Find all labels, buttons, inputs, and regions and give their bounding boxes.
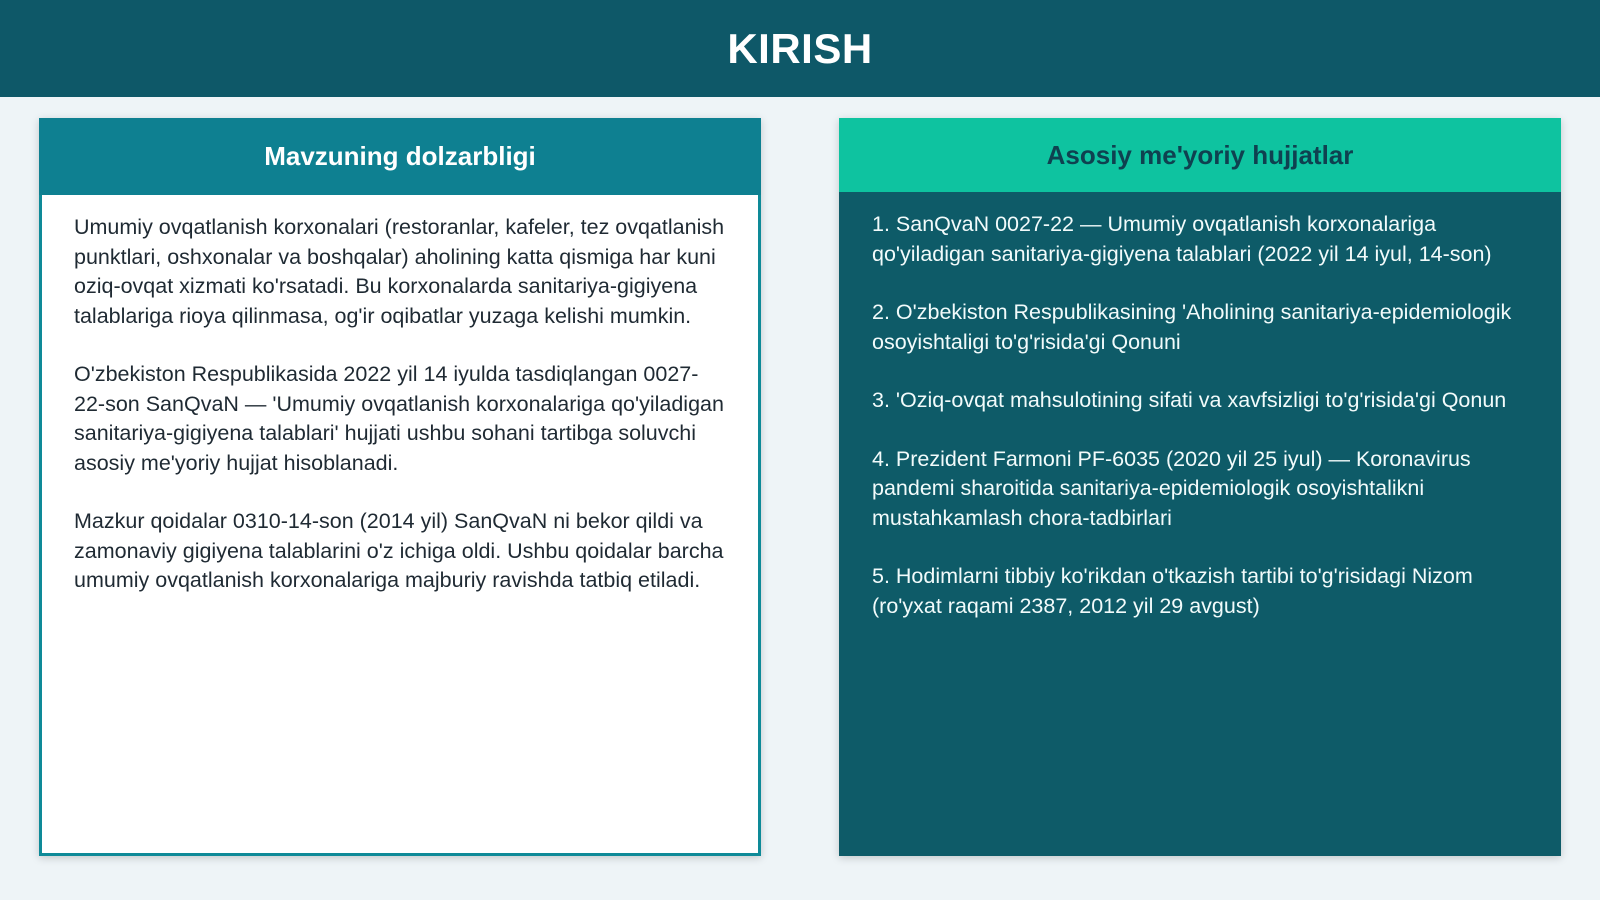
slide-title: KIRISH [727, 24, 873, 72]
regulations-list [839, 192, 1561, 621]
relevance-panel-body [42, 195, 758, 596]
slide-header [0, 0, 1600, 97]
regulation-item-4: 4. Prezident Farmoni PF-6035 (2020 yil 25 iyul) — Koronavirus pandemi sharoitida sanitariya-epidemiologik osoyishtalikni mustahkamlash chora-tadbirlari [872, 446, 1471, 530]
regulation-item-3: 3. 'Oziq-ovqat mahsulotining sifati va xavfsizligi to'g'risida'gi Qonun [872, 388, 1507, 412]
relevance-paragraph-3: Mazkur qoidalar 0310-14-son (2014 yil) SanQvaN ni bekor qildi va zamonaviy gigiyena talablarini o'z ichiga oldi. Ushbu qoidalar barcha umumiy ovqatlanish korxonalariga majburiy ravishda tatbiq etiladi. [74, 509, 724, 592]
regulations-panel [839, 118, 1561, 856]
regulation-item-1: 1. SanQvaN 0027-22 — Umumiy ovqatlanish korxonalariga qo'yiladigan sanitariya-gigiyena talablari (2022 yil 14 iyul, 14-son) [872, 212, 1492, 266]
regulations-panel-title: Asosiy me'yoriy hujjatlar [839, 118, 1561, 192]
regulation-item-2: 2. O'zbekiston Respublikasining 'Aholining sanitariya-epidemiologik osoyishtaligi to'g'risida'gi Qonuni [872, 300, 1512, 354]
regulation-item-5: 5. Hodimlarni tibbiy ko'rikdan o'tkazish tartibi to'g'risidagi Nizom (ro'yxat raqami 2387, 2012 yil 29 avgust) [872, 564, 1473, 618]
relevance-panel-title: Mavzuning dolzarbligi [39, 118, 761, 195]
relevance-paragraph-2: O'zbekiston Respublikasida 2022 yil 14 iyulda tasdiqlangan 0027-22-son SanQvaN — 'Umumiy ovqatlanish korxonalariga qo'yiladigan sanitariya-gigiyena talablari' hujjati ushbu sohani tartibga soluvchi asosiy me'yoriy hujjat hisoblanadi. [74, 362, 724, 475]
relevance-panel [39, 118, 761, 856]
relevance-paragraph-1: Umumiy ovqatlanish korxonalari (restoranlar, kafeler, tez ovqatlanish punktlari, oshxonalar va boshqalar) aholining katta qismiga har kuni oziq-ovqat xizmati ko'rsatadi. Bu korxonalarda sanitariya-gigiyena talablariga rioya qilinmasa, og'ir oqibatlar yuzaga kelishi mumkin. [74, 215, 725, 328]
